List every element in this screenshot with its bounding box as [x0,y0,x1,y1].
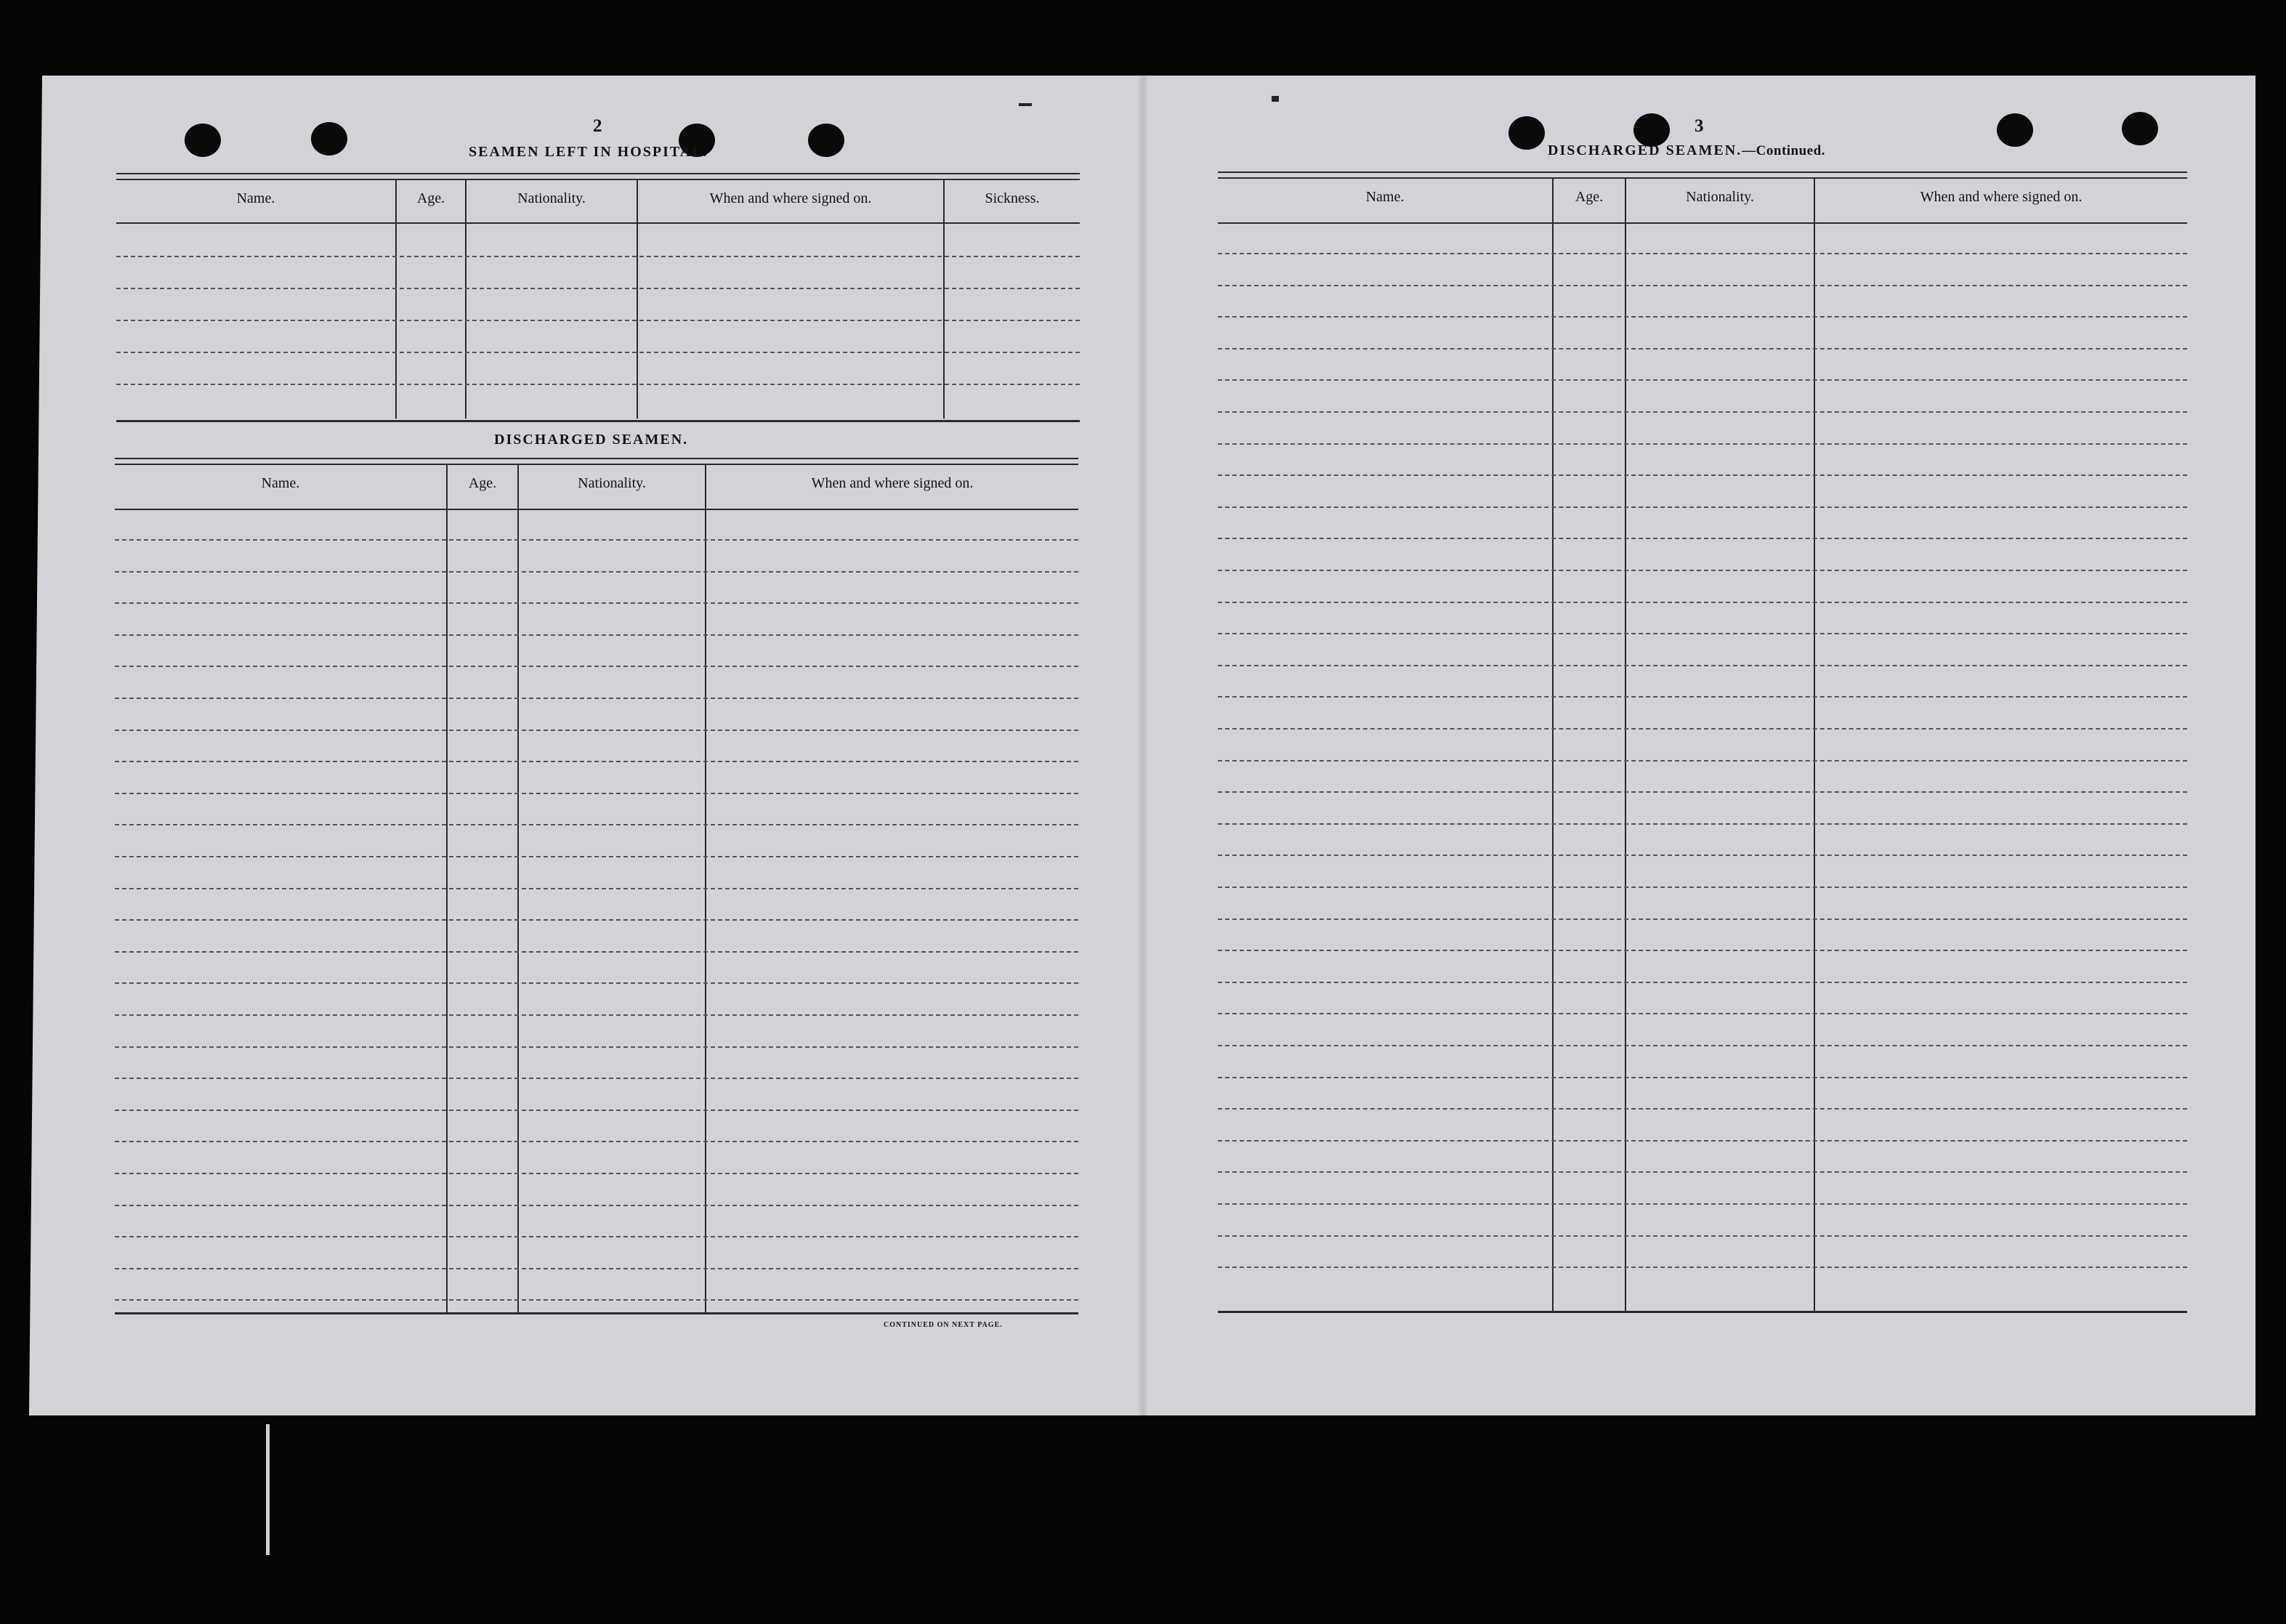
discharged-continued-title-suffix: —Continued. [1742,143,1825,158]
entry-line [115,602,1078,604]
entry-line [1218,1108,2187,1110]
entry-line [115,539,1078,541]
discharged-table [115,458,1078,1317]
entry-line [1218,1235,2187,1237]
column-header-age: Age. [1575,189,1604,205]
entry-line [115,666,1078,667]
column-header-when-where: When and where signed on. [709,190,872,206]
entry-line [1218,791,2187,793]
entry-line [1218,1140,2187,1142]
table-bottom-rule [1218,1311,2187,1313]
column-header-nationality: Nationality. [1686,189,1754,205]
column-header-name: Name. [1365,189,1405,205]
entry-line [115,1299,1078,1301]
entry-line [1218,950,2187,951]
entry-line [116,256,1080,257]
continued-note: CONTINUED ON NEXT PAGE. [884,1321,1003,1329]
column-divider [395,179,397,419]
entry-line [1218,728,2187,730]
entry-line [1218,1077,2187,1078]
entry-line [1218,411,2187,413]
entry-line [115,1268,1078,1269]
entry-line [115,698,1078,699]
entry-line [1218,1267,2187,1268]
entry-line [115,1046,1078,1048]
column-divider [465,179,467,419]
punch-hole [185,124,221,157]
entry-line [115,761,1078,762]
header-divider [1218,222,2187,224]
entry-line [115,919,1078,921]
column-header-when-where: When and where signed on. [811,475,974,491]
entry-line [115,634,1078,636]
table-top-rule [115,458,1078,465]
discharged-section-title: DISCHARGED SEAMEN. [494,432,689,448]
column-header-nationality: Nationality. [517,190,586,206]
column-header-when-where: When and where signed on. [1920,189,2083,205]
entry-line [115,730,1078,731]
punch-hole [808,124,844,157]
entry-line [115,888,1078,889]
entry-line [1218,285,2187,286]
entry-line [1218,474,2187,476]
column-header-age: Age. [468,475,497,491]
entry-line [1218,348,2187,350]
entry-line [1218,506,2187,508]
entry-line [115,571,1078,573]
column-divider [943,179,945,419]
punch-hole [2122,112,2158,145]
entry-line [1218,918,2187,920]
entry-line [1218,855,2187,856]
entry-line [115,982,1078,984]
punch-hole [1997,113,2033,147]
entry-line [1218,570,2187,571]
discharged-continued-title-main: DISCHARGED SEAMEN. [1548,142,1742,158]
scan-artifact [1019,103,1032,106]
entry-line [116,352,1080,353]
scan-artifact [1272,96,1279,102]
entry-line [115,951,1078,953]
entry-line [116,384,1080,385]
punch-hole [1508,116,1545,150]
header-divider [116,222,1080,224]
column-header-age: Age. [416,190,445,206]
table-top-rule [116,173,1080,180]
entry-line [116,288,1080,289]
entry-line [1218,1171,2187,1173]
hospital-table [116,173,1080,424]
column-header-sickness: Sickness. [985,190,1040,206]
discharged-continued-title [1548,142,1825,159]
discharged-continued-table [1218,171,2187,1315]
entry-line [115,1236,1078,1237]
entry-line [1218,982,2187,983]
entry-line [115,1173,1078,1174]
entry-line [1218,886,2187,888]
entry-line [1218,379,2187,381]
column-header-name: Name. [261,475,300,491]
column-divider [637,179,638,419]
scan-artifact [266,1424,270,1555]
entry-line [1218,823,2187,825]
page-fold [1139,76,1147,1415]
entry-line [115,1141,1078,1142]
entry-line [1218,602,2187,603]
entry-line [1218,760,2187,761]
entry-line [115,793,1078,794]
entry-line [116,320,1080,321]
header-divider [115,509,1078,510]
page-number-left: 2 [593,116,603,136]
entry-line [1218,253,2187,254]
entry-line [1218,696,2187,698]
column-header-nationality: Nationality. [578,475,646,491]
entry-line [1218,1045,2187,1046]
entry-line [1218,1203,2187,1205]
hospital-section-title: SEAMEN LEFT IN HOSPITAL. [469,144,708,160]
entry-line [115,1110,1078,1111]
column-header-name: Name. [236,190,275,206]
entry-line [115,1078,1078,1079]
entry-line [115,1205,1078,1206]
entry-line [1218,538,2187,539]
entry-line [115,1014,1078,1016]
entry-line [1218,633,2187,634]
punch-hole [311,122,347,155]
entry-line [1218,1013,2187,1014]
entry-line [1218,443,2187,445]
table-top-rule [1218,171,2187,179]
table-bottom-rule [115,1312,1078,1314]
entry-line [115,856,1078,857]
table-bottom-rule [116,420,1080,422]
entry-line [1218,665,2187,666]
entry-line [115,824,1078,825]
entry-line [1218,316,2187,318]
page-number-right: 3 [1695,116,1705,136]
